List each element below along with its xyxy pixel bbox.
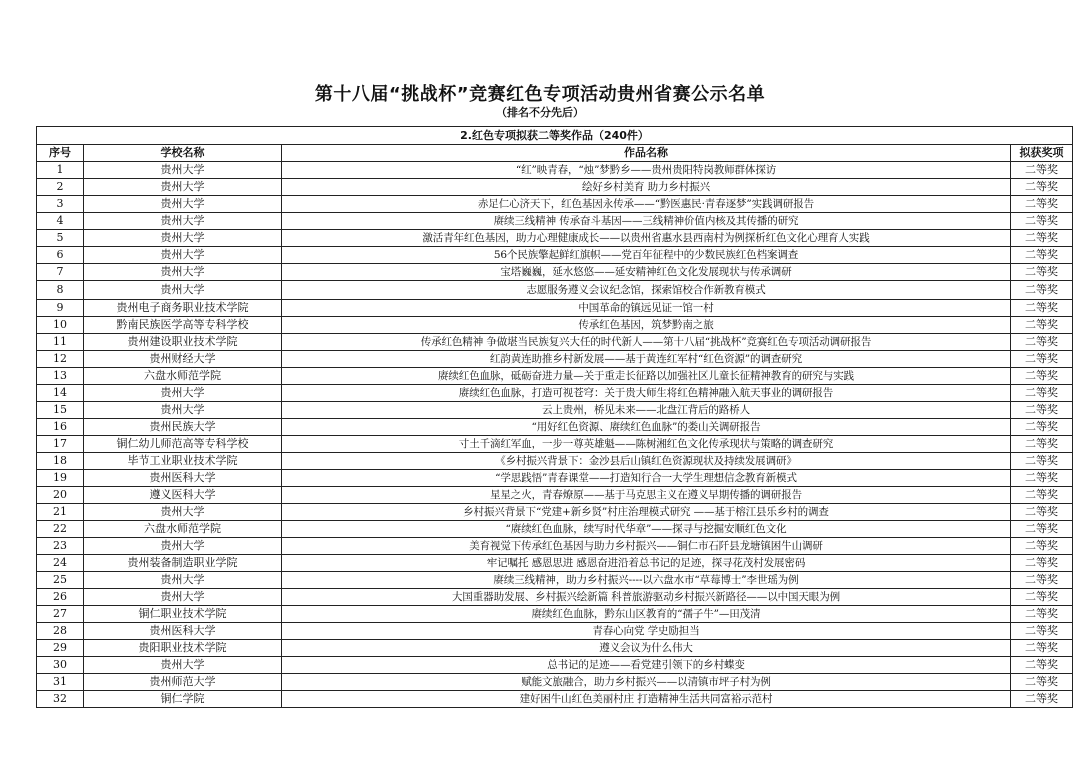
header-award: 拟获奖项 [1011,145,1073,162]
school-name: 六盘水师范学院 [84,521,282,538]
table-row [37,453,1073,470]
award-level: 二等奖 [1011,281,1073,300]
school-name: 贵州大学 [84,196,282,213]
header-school: 学校名称 [84,145,282,162]
table-row [37,213,1073,230]
table-row [37,300,1073,317]
table-row [37,521,1073,538]
row-number: 12 [37,351,84,368]
award-level: 二等奖 [1011,640,1073,657]
header-work: 作品名称 [282,145,1011,162]
work-title: 赓续红色血脉，砥砺奋进力量—关于重走长征路以加强社区儿童长征精神教育的研究与实践 [282,368,1011,385]
award-level: 二等奖 [1011,213,1073,230]
work-title: “用好红色资源、赓续红色血脉”的娄山关调研报告 [282,419,1011,436]
work-title: 《乡村振兴背景下：金沙县后山镇红色资源现状及持续发展调研》 [282,453,1011,470]
row-number: 29 [37,640,84,657]
table-row [37,281,1073,300]
row-number: 8 [37,281,84,300]
work-title: 传承红色基因，筑梦黔南之旅 [282,317,1011,334]
work-title: 赓续三线精神，助力乡村振兴----以六盘水市“草莓博士”李世瑶为例 [282,572,1011,589]
school-name: 遵义医科大学 [84,487,282,504]
work-title: 红韵黄连助推乡村新发展——基于黄连红军村“红色资源”的调查研究 [282,351,1011,368]
table-row [37,674,1073,691]
school-name: 贵州大学 [84,504,282,521]
table-row [37,555,1073,572]
work-title: 传承红色精神 争做堪当民族复兴大任的时代新人——第十八届“挑战杯”竞赛红色专项活动调研报告 [282,334,1011,351]
table-row [37,640,1073,657]
work-title: 遵义会议为什么伟大 [282,640,1011,657]
school-name: 贵州民族大学 [84,419,282,436]
table-row [37,334,1073,351]
award-level: 二等奖 [1011,538,1073,555]
table-row [37,436,1073,453]
work-title: 乡村振兴背景下“党建+新乡贤”村庄治理模式研究 ——基于榕江县乐乡村的调查 [282,504,1011,521]
award-level: 二等奖 [1011,453,1073,470]
table-row [37,504,1073,521]
table-row [37,402,1073,419]
award-level: 二等奖 [1011,521,1073,538]
school-name: 贵州大学 [84,264,282,281]
row-number: 11 [37,334,84,351]
row-number: 28 [37,623,84,640]
table-row [37,623,1073,640]
award-level: 二等奖 [1011,162,1073,179]
school-name: 贵州大学 [84,385,282,402]
school-name: 贵州装备制造职业学院 [84,555,282,572]
award-level: 二等奖 [1011,264,1073,281]
row-number: 16 [37,419,84,436]
row-number: 21 [37,504,84,521]
school-name: 贵州大学 [84,247,282,264]
row-number: 4 [37,213,84,230]
table-row [37,264,1073,281]
award-level: 二等奖 [1011,247,1073,264]
work-title: 赤足仁心济天下，红色基因永传承——“黔医惠民·青春逐梦”实践调研报告 [282,196,1011,213]
school-name: 贵州大学 [84,230,282,247]
award-level: 二等奖 [1011,623,1073,640]
work-title: 赓续三线精神 传承奋斗基因——三线精神价值内核及其传播的研究 [282,213,1011,230]
school-name: 贵州大学 [84,572,282,589]
row-number: 30 [37,657,84,674]
award-level: 二等奖 [1011,674,1073,691]
work-title: 星星之火，青春燎原——基于马克思主义在遵义早期传播的调研报告 [282,487,1011,504]
work-title: 美育视觉下传承红色基因与助力乡村振兴——铜仁市石阡县龙塘镇困牛山调研 [282,538,1011,555]
school-name: 贵州大学 [84,538,282,555]
work-title: 牢记嘱托 感恩思进 感恩奋进沿着总书记的足迹，探寻花茂村发展密码 [282,555,1011,572]
table-row [37,385,1073,402]
award-level: 二等奖 [1011,385,1073,402]
school-name: 贵州医科大学 [84,623,282,640]
table-row [37,247,1073,264]
row-number: 17 [37,436,84,453]
school-name: 铜仁幼儿师范高等专科学校 [84,436,282,453]
award-level: 二等奖 [1011,179,1073,196]
award-level: 二等奖 [1011,334,1073,351]
school-name: 贵州师范大学 [84,674,282,691]
school-name: 六盘水师范学院 [84,368,282,385]
row-number: 27 [37,606,84,623]
school-name: 铜仁学院 [84,691,282,708]
award-level: 二等奖 [1011,402,1073,419]
award-level: 二等奖 [1011,555,1073,572]
row-number: 10 [37,317,84,334]
table-row [37,487,1073,504]
award-level: 二等奖 [1011,196,1073,213]
work-title: 云上贵州，桥见未来——北盘江背后的路桥人 [282,402,1011,419]
table-row [37,572,1073,589]
table-body [37,162,1073,708]
row-number: 1 [37,162,84,179]
work-title: 总书记的足迹——看党建引领下的乡村蝶变 [282,657,1011,674]
table-row [37,691,1073,708]
award-level: 二等奖 [1011,436,1073,453]
work-title: 中国革命的镇远见证一馆一村 [282,300,1011,317]
work-title: 建好困牛山红色美丽村庄 打造精神生活共同富裕示范村 [282,691,1011,708]
row-number: 6 [37,247,84,264]
table-row [37,179,1073,196]
row-number: 25 [37,572,84,589]
award-level: 二等奖 [1011,606,1073,623]
award-level: 二等奖 [1011,589,1073,606]
table-row [37,538,1073,555]
school-name: 贵阳职业技术学院 [84,640,282,657]
row-number: 7 [37,264,84,281]
table-row [37,196,1073,213]
row-number: 20 [37,487,84,504]
table-row [37,317,1073,334]
table-row [37,351,1073,368]
table-row [37,419,1073,436]
table-row [37,368,1073,385]
work-title: 青春心向党 学史励担当 [282,623,1011,640]
award-level: 二等奖 [1011,572,1073,589]
header-no: 序号 [37,145,84,162]
table-row [37,606,1073,623]
school-name: 毕节工业职业技术学院 [84,453,282,470]
work-title: 56个民族擎起鲜红旗帜——党百年征程中的少数民族红色档案调查 [282,247,1011,264]
row-number: 9 [37,300,84,317]
row-number: 2 [37,179,84,196]
table-row [37,470,1073,487]
school-name: 铜仁职业技术学院 [84,606,282,623]
school-name: 贵州大学 [84,402,282,419]
row-number: 32 [37,691,84,708]
document-subtitle: （排名不分先后） [496,106,584,119]
row-number: 19 [37,470,84,487]
award-level: 二等奖 [1011,504,1073,521]
school-name: 贵州大学 [84,589,282,606]
row-number: 24 [37,555,84,572]
table-row [37,589,1073,606]
row-number: 3 [37,196,84,213]
school-name: 贵州大学 [84,213,282,230]
row-number: 5 [37,230,84,247]
award-level: 二等奖 [1011,487,1073,504]
section-title: 2.红色专项拟获二等奖作品（240件） [37,127,1073,145]
table-row [37,657,1073,674]
work-title: 赓续红色血脉，黔东山区教育的“孺子牛”—田茂清 [282,606,1011,623]
work-title: 赋能文旅融合，助力乡村振兴——以清镇市坪子村为例 [282,674,1011,691]
row-number: 22 [37,521,84,538]
school-name: 贵州建设职业技术学院 [84,334,282,351]
award-level: 二等奖 [1011,230,1073,247]
row-number: 26 [37,589,84,606]
award-level: 二等奖 [1011,351,1073,368]
school-name: 黔南民族医学高等专科学校 [84,317,282,334]
header-row [37,145,1073,162]
row-number: 15 [37,402,84,419]
work-title: 宝塔巍巍，延水悠悠——延安精神红色文化发展现状与传承调研 [282,264,1011,281]
school-name: 贵州大学 [84,179,282,196]
school-name: 贵州财经大学 [84,351,282,368]
work-title: 大国重器助发展、乡村振兴绘新篇 科普旅游驱动乡村振兴新路径——以中国天眼为例 [282,589,1011,606]
table-row [37,162,1073,179]
work-title: 赓续红色血脉，打造可视苍穹：关于贵大师生将红色精神融入航天事业的调研报告 [282,385,1011,402]
row-number: 18 [37,453,84,470]
award-level: 二等奖 [1011,300,1073,317]
school-name: 贵州医科大学 [84,470,282,487]
work-title: “赓续红色血脉，续写时代华章”——探寻与挖掘安顺红色文化 [282,521,1011,538]
award-level: 二等奖 [1011,657,1073,674]
school-name: 贵州大学 [84,281,282,300]
school-name: 贵州大学 [84,162,282,179]
school-name: 贵州大学 [84,657,282,674]
row-number: 23 [37,538,84,555]
row-number: 13 [37,368,84,385]
work-title: 绘好乡村美育 助力乡村振兴 [282,179,1011,196]
work-title: 激活青年红色基因，助力心理健康成长——以贵州省惠水县西南村为例探析红色文化心理育人实践 [282,230,1011,247]
work-title: 志愿服务遵义会议纪念馆，探索馆校合作新教育模式 [282,281,1011,300]
work-title: “红”映青春，“烛”梦黔乡——贵州贵阳特岗教师群体探访 [282,162,1011,179]
table-row [37,230,1073,247]
row-number: 14 [37,385,84,402]
award-level: 二等奖 [1011,691,1073,708]
award-table [36,126,1073,708]
row-number: 31 [37,674,84,691]
document-title: 第十八届“挑战杯”竞赛红色专项活动贵州省赛公示名单 [314,84,766,105]
award-level: 二等奖 [1011,317,1073,334]
work-title: 寸土千滴红军血，一步一尊英雄魁——陈树湘红色文化传承现状与策略的调查研究 [282,436,1011,453]
school-name: 贵州电子商务职业技术学院 [84,300,282,317]
work-title: “学思践悟”青春课堂——打造知行合一大学生理想信念教育新模式 [282,470,1011,487]
award-level: 二等奖 [1011,368,1073,385]
award-level: 二等奖 [1011,470,1073,487]
award-level: 二等奖 [1011,419,1073,436]
